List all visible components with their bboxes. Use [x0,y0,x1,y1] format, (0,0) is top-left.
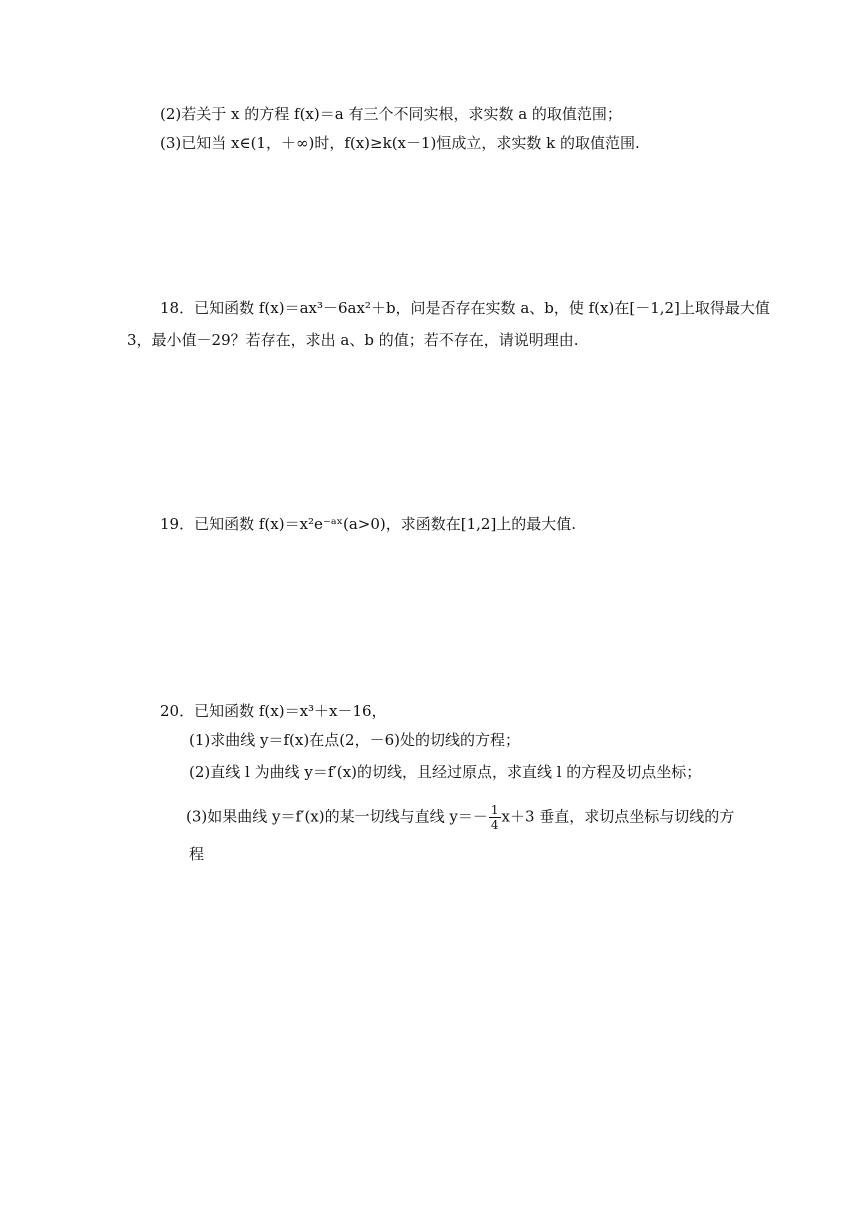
problem-17-part-2: (2)若关于 x 的方程 f(x)＝a 有三个不同实根，求实数 a 的取值范围； [160,105,622,123]
problem-20-intro: 20．已知函数 f(x)＝x³＋x－16， [160,702,387,720]
fraction-numerator: 1 [490,803,499,817]
problem-20-part-3-text-after: x＋3 垂直，求切点坐标与切线的方 [501,807,735,826]
fraction-denominator: 4 [490,818,499,832]
problem-20-part-2: (2)直线 l 为曲线 y＝f′(x)的切线，且经过原点，求直线 l 的方程及切点坐标； [189,763,702,781]
problem-19: 19．已知函数 f(x)＝x²e⁻ᵃˣ(a>0)，求函数在[1,2]上的最大值. [160,515,577,533]
problem-18-line-1: 18．已知函数 f(x)＝ax³－6ax²＋b，问是否存在实数 a、b，使 f(x)在[－1,2]上取得最大值 [160,299,770,317]
fraction [489,803,501,832]
problem-20-part-3 [186,803,734,832]
problem-18-line-2: 3，最小值－29？若存在，求出 a、b 的值；若不存在，请说明理由. [127,331,579,349]
problem-20-part-3-text-before: (3)如果曲线 y＝f′(x)的某一切线与直线 y＝－ [186,807,488,826]
problem-20-part-3-continuation: 程 [189,845,205,863]
problem-17-part-3: (3)已知当 x∈(1，＋∞)时，f(x)≥k(x－1)恒成立，求实数 k 的取值范围. [160,134,640,152]
problem-20-part-1: (1)求曲线 y＝f(x)在点(2，－6)处的切线的方程； [189,731,520,749]
